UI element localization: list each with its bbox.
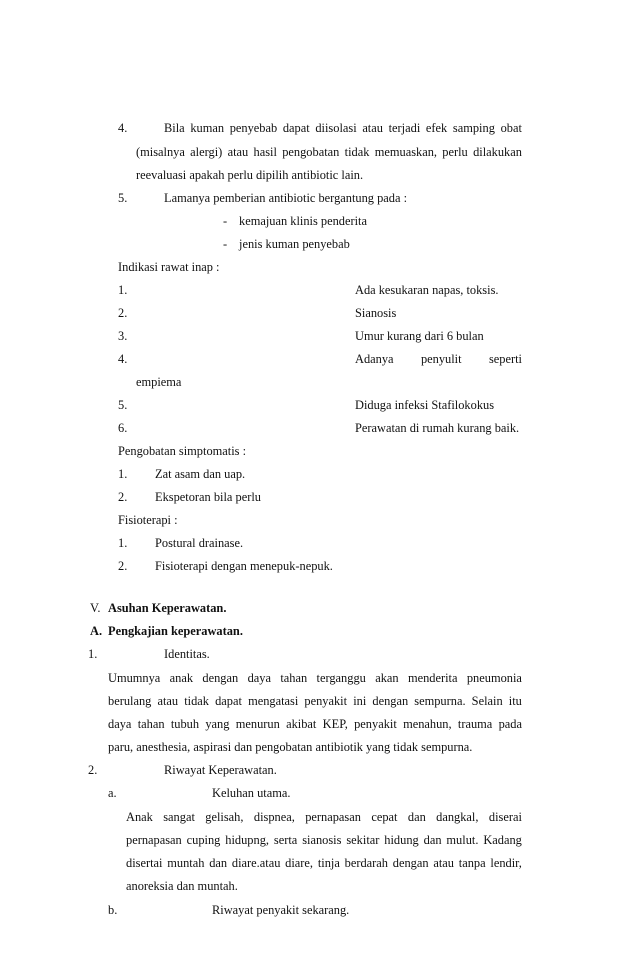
word: Umumnya xyxy=(108,671,161,685)
word: trauma xyxy=(457,717,493,731)
word: disertai xyxy=(126,856,163,870)
word: yang xyxy=(205,717,230,731)
section-a-number: A. xyxy=(90,624,103,638)
identitas-number: 1. xyxy=(88,647,98,661)
word: dan xyxy=(407,810,426,824)
riwayat-title: Riwayat Keperawatan. xyxy=(164,763,277,777)
word: akibat xyxy=(286,717,317,731)
word: dengan xyxy=(202,671,239,685)
section-v-number: V. xyxy=(90,601,101,615)
identitas-line-3 xyxy=(108,717,522,732)
word: tidak xyxy=(344,145,370,159)
word: tanpa xyxy=(458,856,486,870)
keluhan-line-1 xyxy=(126,810,522,825)
simptomatis-title: Pengobatan simptomatis : xyxy=(118,444,247,458)
word: diserai xyxy=(488,810,522,824)
word: daya xyxy=(247,671,271,685)
word: penyebab xyxy=(229,121,278,135)
word: tahan xyxy=(280,671,308,685)
identitas-title: Identitas. xyxy=(164,647,210,661)
indikasi-text-4-cont: empiema xyxy=(136,375,182,389)
word: dispnea, xyxy=(253,810,295,824)
simptomatis-num-2: 2. xyxy=(118,490,128,504)
fisioterapi-num-2: 2. xyxy=(118,559,128,573)
word: daya xyxy=(108,717,132,731)
riwayat-number: 2. xyxy=(88,763,98,777)
item-4-number: 4. xyxy=(118,121,128,135)
word: sangat xyxy=(163,810,195,824)
word: obat xyxy=(500,121,522,135)
indikasi-num-5: 5. xyxy=(118,398,128,412)
word: hidupng, xyxy=(225,833,269,847)
word: gelisah, xyxy=(205,810,244,824)
word: Selain xyxy=(471,694,503,708)
word: dan xyxy=(209,856,228,870)
fisioterapi-num-1: 1. xyxy=(118,536,128,550)
word: seperti xyxy=(488,352,522,366)
word: tinja xyxy=(317,856,340,870)
word: terjadi xyxy=(388,121,421,135)
word: anak xyxy=(169,671,194,685)
section-v-heading: Asuhan Keperawatan. xyxy=(108,601,227,615)
dash-2: - xyxy=(223,237,228,251)
word: atau xyxy=(433,856,454,870)
word: Bila xyxy=(164,121,185,135)
item-4-line-1 xyxy=(164,121,522,136)
word: tidak xyxy=(184,694,209,708)
word: menderita xyxy=(407,671,458,685)
word: dan xyxy=(423,833,442,847)
word: muntah xyxy=(167,856,205,870)
word: diare.atau xyxy=(231,856,281,870)
word: Adanya xyxy=(355,352,394,366)
indikasi-text-4 xyxy=(355,352,522,367)
riwayat-b-title: Riwayat penyakit sekarang. xyxy=(212,903,350,917)
word: hasil xyxy=(253,145,277,159)
word: Kadang xyxy=(483,833,522,847)
sub-item-2: jenis kuman penyebab xyxy=(239,237,350,251)
word: efek xyxy=(425,121,448,135)
word: ini xyxy=(353,694,367,708)
indikasi-text-3: Umur kurang dari 6 bulan xyxy=(355,329,484,343)
keluhan-line-3 xyxy=(126,856,522,871)
indikasi-text-6: Perawatan di rumah kurang baik. xyxy=(355,421,520,435)
indikasi-title: Indikasi rawat inap : xyxy=(118,260,220,274)
word: atau xyxy=(227,145,249,159)
word: dengan xyxy=(392,856,429,870)
indikasi-num-3: 3. xyxy=(118,329,128,343)
word: pernapasan xyxy=(126,833,182,847)
indikasi-text-1: Ada kesukaran napas, toksis. xyxy=(355,283,499,297)
word: menahun, xyxy=(403,717,452,731)
word: pada xyxy=(498,717,522,731)
word: diisolasi xyxy=(315,121,357,135)
word: serta xyxy=(273,833,298,847)
identitas-line-2 xyxy=(108,694,522,709)
fisioterapi-text-1: Postural drainase. xyxy=(155,536,244,550)
word: diare, xyxy=(285,856,314,870)
word: dilakukan xyxy=(473,145,522,159)
word: atau xyxy=(362,121,383,135)
indikasi-text-2: Sianosis xyxy=(355,306,397,320)
word: dengan xyxy=(372,694,409,708)
indikasi-num-6: 6. xyxy=(118,421,128,435)
word: mulut. xyxy=(446,833,479,847)
sub-item-1: kemajuan klinis penderita xyxy=(239,214,367,228)
keluhan-line-2 xyxy=(126,833,522,848)
word: cuping xyxy=(186,833,221,847)
simptomatis-text-2: Ekspetoran bila perlu xyxy=(155,490,261,504)
word: (misalnya xyxy=(136,145,185,159)
indikasi-num-4: 4. xyxy=(118,352,128,366)
item-4-line-2 xyxy=(136,145,522,160)
item-5-text: Lamanya pemberian antibiotic bergantung pada : xyxy=(164,191,408,205)
keluhan-line-4: anoreksia dan muntah. xyxy=(126,879,238,893)
word: Anak xyxy=(126,810,153,824)
word: mengatasi xyxy=(248,694,299,708)
simptomatis-text-1: Zat asam dan uap. xyxy=(155,467,246,481)
indikasi-text-5: Diduga infeksi Stafilokokus xyxy=(355,398,495,412)
dash-1: - xyxy=(223,214,228,228)
word: pernapasan xyxy=(305,810,361,824)
riwayat-b-label: b. xyxy=(108,903,118,917)
word: memuaskan, xyxy=(374,145,437,159)
word: terganggu xyxy=(316,671,366,685)
word: pengobatan xyxy=(282,145,340,159)
word: pneumonia xyxy=(466,671,522,685)
word: perlu xyxy=(442,145,468,159)
word: dapat xyxy=(282,121,310,135)
word: sekitar xyxy=(346,833,380,847)
word: sempurna. xyxy=(414,694,466,708)
word: alergi) xyxy=(190,145,223,159)
word: samping xyxy=(452,121,495,135)
word: atau xyxy=(157,694,179,708)
simptomatis-num-1: 1. xyxy=(118,467,128,481)
identitas-line-1 xyxy=(108,671,522,686)
word: itu xyxy=(508,694,522,708)
indikasi-num-1: 1. xyxy=(118,283,128,297)
word: dangkal, xyxy=(436,810,479,824)
word: sianosis xyxy=(302,833,342,847)
riwayat-a-label: a. xyxy=(108,786,117,800)
word: tahan xyxy=(137,717,165,731)
section-a-heading: Pengkajian keperawatan. xyxy=(108,624,243,638)
word: tubuh xyxy=(170,717,200,731)
word: lendir, xyxy=(490,856,522,870)
riwayat-a-title: Keluhan utama. xyxy=(212,786,291,800)
word: penyakit xyxy=(354,717,397,731)
word: berulang xyxy=(108,694,152,708)
word: akan xyxy=(375,671,399,685)
word: cepat xyxy=(371,810,398,824)
item-5-number: 5. xyxy=(118,191,128,205)
word: dapat xyxy=(215,694,242,708)
item-4-line-3: reevaluasi apakah perlu dipilih antibiotic lain. xyxy=(136,168,364,182)
word: kuman xyxy=(190,121,225,135)
word: hidung xyxy=(384,833,419,847)
word: KEP, xyxy=(322,717,348,731)
word: penyakit xyxy=(304,694,348,708)
fisioterapi-title: Fisioterapi : xyxy=(118,513,178,527)
fisioterapi-text-2: Fisioterapi dengan menepuk-nepuk. xyxy=(155,559,333,573)
word: berdarah xyxy=(344,856,388,870)
indikasi-num-2: 2. xyxy=(118,306,128,320)
word: penyulit xyxy=(420,352,462,366)
word: menurun xyxy=(235,717,280,731)
identitas-line-4: paru, anesthesia, aspirasi dan pengobatan antibiotik yang tidak sempurna. xyxy=(108,740,473,754)
